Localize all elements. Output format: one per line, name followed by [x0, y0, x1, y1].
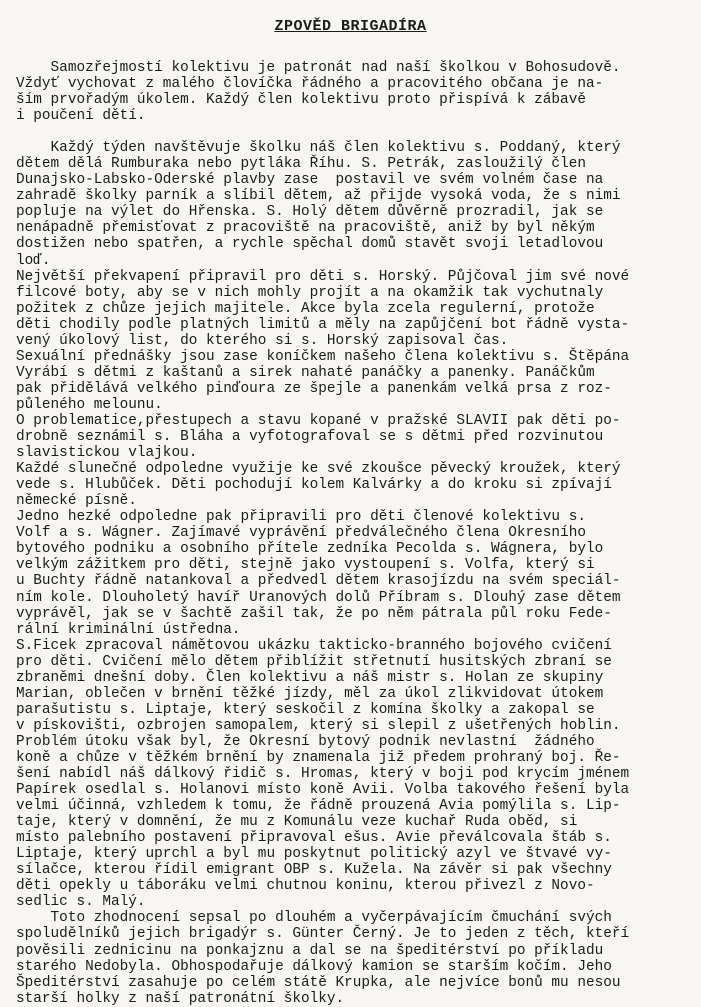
text-line: Vyrábí s dětmi z kaštanů a sirek nahaté panáčky a panenky. Panáčkům — [16, 364, 595, 381]
paragraph — [16, 60, 688, 124]
text-line: děti opekly u táboráku velmi chutnou koninu, kterou přivezl z Novo- — [16, 878, 595, 895]
text-line: děti chodily podle platných limitů a měly na zapůjčení bot řádně vysta- — [16, 316, 630, 333]
text-line: Dunajsko-Labsko-Oderské plavby zase postavil ve svém volném čase na — [16, 172, 604, 189]
text-line: Každé slunečné odpoledne využije ke své zkoušce pěvecký kroužek, který — [16, 461, 621, 478]
text-line: Samozřejmostí kolektivu je patronát nad naší školkou v Bohosudově. — [16, 60, 621, 76]
text-line: Papírek osedlal s. Holanovi místo koně Avii. Volba takového řešení byla — [16, 782, 630, 799]
text-line: Problém útoku však byl, že Okresní bytový podnik nevlastní žádného — [16, 733, 595, 750]
text-line: zbraněmi dnešní doby. Člen kolektivu a náš mistr s. Holan ze skupiny — [16, 669, 604, 686]
text-line: požitek z chůze jejich majitele. Akce byla zcela regulerní, protože — [16, 300, 595, 317]
text-line: O problematice,přestupech a stavu kopané v pražské SLAVII pak děti po- — [16, 412, 621, 429]
text-line: spoludělníků jejich brigadýr s. Günter Černý. Je to jeden z těch, kteří — [16, 926, 630, 943]
text-line: koně a chůze v těžkém brnění by znamenala již předem prohraný boj. Ře- — [16, 749, 621, 766]
text-line: ním kole. Dlouholetý havíř Uranových dolů Příbram s. Dlouhý zase dětem — [16, 589, 621, 606]
text-line: Největší překvapení připravil pro děti s. Horský. Půjčoval jim své nové — [16, 268, 630, 285]
paragraph — [16, 638, 688, 911]
text-line: Marian, oblečen v brnění těžké jízdy, měl za úkol zlikvidovat útokem — [16, 685, 604, 702]
text-line: velmi účinná, vzhledem k tomu, že řádně prouzená Avia pomýlila s. Lip- — [16, 798, 621, 815]
paragraph — [16, 140, 688, 268]
text-line: šení nabídl náš dálkový řidič s. Hromas, který v boji pod krycím jménem — [16, 766, 630, 783]
text-line: taje, který v domnění, že mu z Komunálu veze kuchař Ruda oběd, si — [16, 814, 578, 831]
text-line: sedlic s. Malý. — [16, 894, 146, 911]
paragraph — [16, 509, 688, 637]
text-line: vyprávěl, jak se v šachtě zašil tak, že po něm pátrala půl roku Fede- — [16, 605, 612, 622]
text-line: popluje na výlet do Hřenska. S. Holý dětem důvěrně prozradil, jak se — [16, 204, 604, 221]
text-line: Jedno hezké odpoledne pak připravili pro děti členové kolektivu s. — [16, 509, 586, 526]
text-line: starší holky z naší patronátní školky. — [16, 990, 345, 1007]
text-line: pro děti. Cvičení mělo dětem přiblížit střetnutí husitských zbraní se — [16, 653, 612, 670]
text-line: Liptaje, který uprchl a byl mu poskytnut politický azyl ve štvavé vy- — [16, 846, 612, 863]
paragraph — [16, 269, 688, 349]
text-line: dostižen nebo spatřen, a rychle spěchal domů stavět svoji letadlovou — [16, 236, 604, 253]
text-line: slavistickou vlajkou. — [16, 445, 198, 462]
text-line: vede s. Hlubůček. Děti pochodují kolem Kalvárky a do kroku si zpívají — [16, 477, 612, 494]
text-line: u Buchty řádně natankoval a předvedl dětem krasojízdu na svém speciál- — [16, 573, 621, 590]
text-line: místo palebního postavení připravoval ešus. Avie převálcovala štáb s. — [16, 830, 612, 847]
text-line: starého Nedobyla. Obhospodařuje dálkový kamion se starším kočím. Jeho — [16, 958, 612, 975]
text-line: sílačce, kterou řídil emigrant OBP s. Kužela. Na závěr si pak všechny — [16, 862, 612, 879]
text-line: pověsili zednicinu na ponkajznu a dal se na špeditérství po příkladu — [16, 942, 604, 959]
text-line: německé písně. — [16, 493, 137, 510]
text-line: dětem dělá Rumburaka nebo pytláka Říhu. S. Petrák, zasloužilý člen — [16, 156, 586, 173]
text-line: Každý týden navštěvuje školku náš člen kolektivu s. Poddaný, který — [16, 140, 621, 157]
paragraph — [16, 910, 688, 1006]
paragraph-spacer — [16, 124, 688, 140]
paragraph — [16, 461, 688, 509]
text-line: nenápadně přemisťovat z pracoviště na pracoviště, aniž by byl někým — [16, 220, 595, 237]
text-line: i poučení dětí. — [16, 108, 146, 125]
text-line: drobně seznámil s. Bláha a vyfotografoval se s dětmi před rozvinutou — [16, 429, 604, 446]
text-line: vený úkolový list, do kterého si s. Horský zapisoval čas. — [16, 332, 509, 349]
text-line: Vždyť vychovat z malého človíčka řádného a pracovitého občana je na- — [16, 76, 604, 93]
document-body — [16, 60, 688, 1007]
text-line: S.Ficek zpracoval námětovou ukázku takticko-branného bojového cvičení — [16, 637, 612, 654]
text-line: Toto zhodnocení sepsal po dlouhém a vyčerpávajícím čmuchání svých — [16, 910, 612, 927]
text-line: v pískovišti, ozbrojen samopalem, který si slepil z ušetřených hoblin. — [16, 717, 621, 734]
text-line: pak přidělává velkého pinďoura ze špejle a panenkám velká prsa z roz- — [16, 380, 612, 397]
text-line: Sexuální přednášky jsou zase koníčkem našeho člena kolektivu s. Štěpána — [16, 348, 630, 365]
text-line: Volf a s. Wágner. Zajímavé vyprávění předválečného člena Okresního — [16, 525, 586, 542]
text-line: půleného melounu. — [16, 396, 163, 413]
text-line: rální kriminální ústředna. — [16, 621, 241, 638]
document-title: ZPOVĚD BRIGADÍRA — [274, 18, 427, 35]
paragraph — [16, 349, 688, 413]
text-line: loď. — [16, 252, 51, 269]
text-line: bytového podniku a osobního přítele zedníka Pecolda s. Wágnera, bylo — [16, 541, 604, 558]
text-line: velkým zážitkem pro děti, stejně jako vystoupení s. Volfa, který si — [16, 557, 595, 574]
text-line: filcové boty, aby se v nich mohly projít a na okamžik tak vychutnaly — [16, 284, 604, 301]
text-line: zahradě školky parník a slíbil dětem, až přijde vysoká voda, že s nimi — [16, 188, 621, 205]
paragraph — [16, 413, 688, 461]
text-line: ším prvořadým úkolem. Každý člen kolektivu proto přispívá k zábavě — [16, 92, 586, 109]
text-line: parašutistu s. Liptaje, který seskočil z komína školky a zakopal se — [16, 701, 595, 718]
text-line: Špeditérství zasahuje po celém státě Krupka, ale nejvíce bonů mu nesou — [16, 974, 621, 991]
